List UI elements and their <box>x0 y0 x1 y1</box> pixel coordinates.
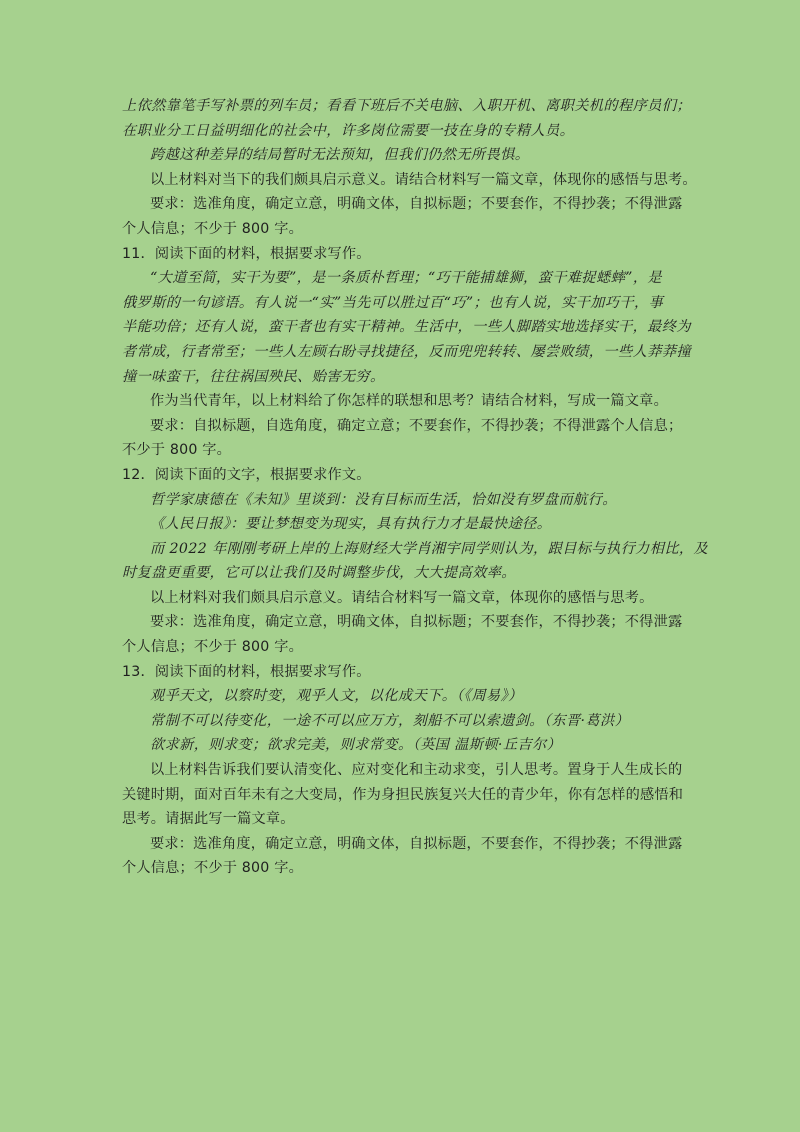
text-line: 作为当代青年，以上材料给了你怎样的联想和思考？请结合材料，写成一篇文章。 <box>150 393 668 410</box>
text-line: 个人信息；不少于 800 字。 <box>122 639 303 656</box>
text-line: 12．阅读下面的文字，根据要求作文。 <box>122 466 371 483</box>
text-line: 而 2022 年刚刚考研上岸的上海财经大学肖湘宇同学则认为，跟目标与执行力相比，及 <box>150 540 709 557</box>
text-line: 思考。请据此写一篇文章。 <box>122 811 295 828</box>
text-line: 观乎天文，以察时变，观乎人文，以化成天下。（《周易》） <box>150 688 523 705</box>
text-line: “大道至简，实干为要”，是一条质朴哲理；“巧干能捕雄狮，蛮干难捉蟋蟀”，是 <box>150 270 663 287</box>
text-line: 《人民日报》：要让梦想变为现实，具有执行力才是最快途径。 <box>150 516 552 533</box>
text-line: 个人信息；不少于 800 字。 <box>122 220 303 237</box>
text-line: 关键时期，面对百年未有之大变局，作为身担民族复兴大任的青少年，你有怎样的感悟和 <box>122 786 684 803</box>
text-line: 以上材料告诉我们要认清变化、应对变化和主动求变，引人思考。置身于人生成长的 <box>150 762 683 779</box>
text-line: 以上材料对我们颇具启示意义。请结合材料写一篇文章，体现你的感悟与思考。 <box>150 589 654 606</box>
text-line: 半能功倍；还有人说，蛮干者也有实干精神。生活中，一些人脚踏实地选择实干，最终为 <box>122 319 691 336</box>
text-line: 要求：自拟标题，自选角度，确定立意；不要套作，不得抄袭；不得泄露个人信息； <box>150 417 683 434</box>
text-line: 在职业分工日益明细化的社会中，许多岗位需要一技在身的专精人员。 <box>122 122 575 139</box>
text-line: 常制不可以待变化，一途不可以应万方，刻船不可以索遗剑。（东晋·葛洪） <box>150 712 630 729</box>
text-line: 俄罗斯的一句谚语。有人说一“实”当先可以胜过百“巧”；也有人说，实干加巧干，事 <box>122 294 664 311</box>
text-line: 撞一味蛮干，往往祸国殃民、贻害无穷。 <box>122 368 385 385</box>
text-line: 上依然靠笔手写补票的列车员；看看下班后不关电脑、入职开机、离职关机的程序员们； <box>122 98 691 114</box>
text-line: 不少于 800 字。 <box>122 442 232 459</box>
text-line: 者常成，行者常至；一些人左顾右盼寻找捷径，反而兜兜转转、屡尝败绩，一些人莽莽撞 <box>122 343 691 360</box>
text-line: 欲求新，则求变；欲求完美，则求常变。（英国 温斯顿·丘吉尔） <box>150 737 562 754</box>
text-line: 要求：选准角度，确定立意，明确文体，自拟标题，不要套作，不得抄袭；不得泄露 <box>150 835 683 852</box>
text-line: 时复盘更重要，它可以让我们及时调整步伐，大大提高效率。 <box>122 565 516 582</box>
text-line: 跨越这种差异的结局暂时无法预知，但我们仍然无所畏惧。 <box>150 147 530 164</box>
text-line: 个人信息；不少于 800 字。 <box>122 860 303 877</box>
text-line: 要求：选准角度，确定立意，明确文体，自拟标题；不要套作，不得抄袭；不得泄露 <box>150 614 683 631</box>
text-line: 以上材料对当下的我们颇具启示意义。请结合材料写一篇文章，体现你的感悟与思考。 <box>150 171 697 188</box>
text-line: 要求：选准角度，确定立意，明确文体，自拟标题；不要套作，不得抄袭；不得泄露 <box>150 196 683 213</box>
document-body <box>122 94 709 881</box>
text-line: 哲学家康德在《未知》里谈到：没有目标而生活，恰如没有罗盘而航行。 <box>150 491 617 508</box>
text-line: 11．阅读下面的材料，根据要求写作。 <box>122 245 371 262</box>
text-line: 13．阅读下面的材料，根据要求写作。 <box>122 663 371 680</box>
